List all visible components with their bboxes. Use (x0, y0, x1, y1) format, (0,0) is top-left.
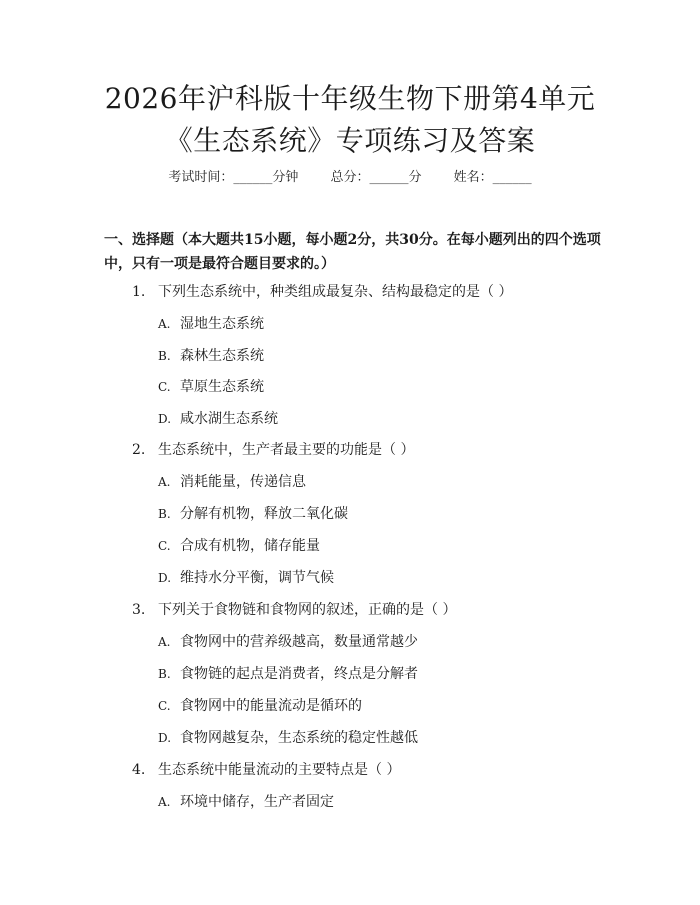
section-heading: 一、选择题（本大题共15小题，每小题2分，共30分。在每小题列出的四个选项中，只有一项是最符合题目要求的。） (104, 232, 601, 272)
exam-time-field: 考试时间：______分钟 (168, 170, 299, 185)
option-label: D. (158, 412, 172, 426)
option-label: D. (158, 571, 172, 585)
question-1-option-c (158, 377, 264, 397)
question-stem: 下列关于食物链和食物网的叙述，正确的是（ ） (158, 602, 457, 618)
question-stem: 生态系统中，生产者最主要的功能是（ ） (158, 442, 415, 458)
option-text: 合成有机物，储存能量 (180, 538, 320, 554)
option-label: D. (158, 731, 172, 745)
option-label: C. (158, 539, 171, 553)
option-label: B. (158, 507, 171, 521)
option-label: C. (158, 380, 171, 394)
question-2-option-d (158, 568, 334, 588)
question-3-option-d (158, 728, 418, 748)
question-3-option-c (158, 696, 362, 716)
option-text: 环境中储存，生产者固定 (180, 794, 334, 810)
option-text: 分解有机物，释放二氧化碳 (180, 506, 348, 522)
question-2-option-c (158, 536, 320, 556)
question-4-option-a (158, 792, 334, 812)
question-1-option-d (158, 409, 278, 429)
question-number: 1. (132, 284, 146, 300)
question-3-option-b (158, 664, 418, 684)
option-text: 维持水分平衡，调节气候 (180, 570, 334, 586)
question-1-option-b (158, 346, 264, 366)
question-1-option-a (158, 314, 264, 334)
question-stem: 生态系统中能量流动的主要特点是（ ） (158, 762, 401, 778)
student-name-field: 姓名：______ (453, 170, 532, 185)
option-text: 食物链的起点是消费者，终点是分解者 (180, 666, 418, 682)
question-number: 2. (132, 442, 146, 458)
option-label: A. (158, 475, 171, 489)
option-text: 食物网中的能量流动是循环的 (180, 698, 362, 714)
option-text: 湿地生态系统 (180, 316, 264, 332)
document-title: 2026年沪科版十年级生物下册第4单元《生态系统》专项练习及答案 (104, 82, 596, 157)
option-label: B. (158, 349, 171, 363)
question-3-option-a (158, 632, 418, 652)
total-score-field: 总分：______分 (330, 170, 422, 185)
question-2 (132, 440, 414, 460)
option-label: C. (158, 699, 171, 713)
option-text: 食物网越复杂，生态系统的稳定性越低 (180, 730, 418, 746)
option-text: 森林生态系统 (180, 348, 264, 364)
option-label: A. (158, 635, 171, 649)
question-3 (132, 600, 456, 620)
question-2-option-b (158, 504, 348, 524)
option-label: A. (158, 795, 171, 809)
option-text: 咸水湖生态系统 (180, 411, 278, 427)
option-text: 草原生态系统 (180, 379, 264, 395)
question-number: 4. (132, 762, 146, 778)
option-label: A. (158, 317, 171, 331)
option-text: 消耗能量，传递信息 (180, 474, 306, 490)
option-text: 食物网中的营养级越高，数量通常越少 (180, 634, 418, 650)
option-label: B. (158, 667, 171, 681)
question-4 (132, 760, 400, 780)
question-stem: 下列生态系统中，种类组成最复杂、结构最稳定的是（ ） (158, 284, 513, 300)
question-1 (132, 282, 512, 302)
exam-meta (0, 168, 700, 188)
question-number: 3. (132, 602, 146, 618)
question-2-option-a (158, 472, 306, 492)
